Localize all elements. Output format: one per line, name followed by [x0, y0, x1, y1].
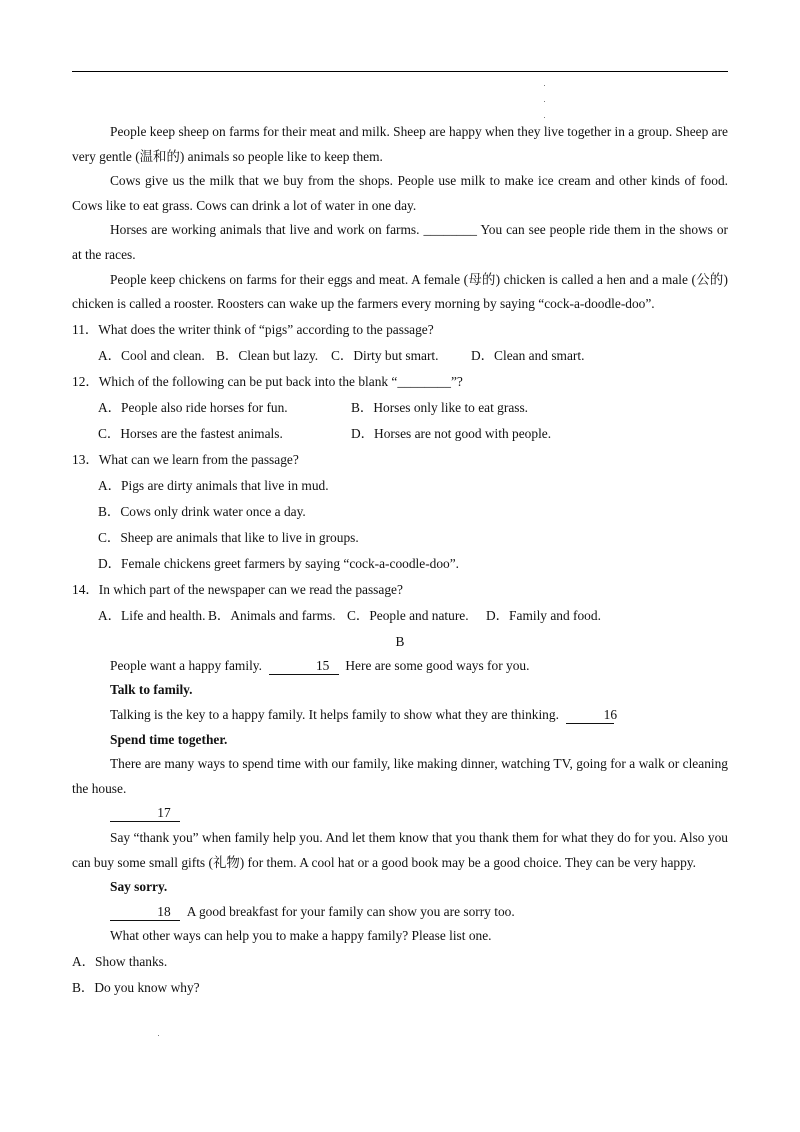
option-b[interactable]: B．Cows only drink water once a day. [98, 503, 306, 519]
option-c[interactable]: C．Sheep are animals that like to live in groups. [98, 529, 359, 545]
paragraph-horses [72, 218, 728, 267]
option-c[interactable]: C．Horses are the fastest animals. [98, 425, 283, 441]
choice-a[interactable]: A．Show thanks. [72, 953, 168, 969]
option-d[interactable]: D．Clean and smart. [471, 347, 585, 363]
blank-17-line [72, 801, 728, 826]
option-b[interactable]: B．Clean but lazy. [216, 347, 319, 363]
choice-b[interactable]: B．Do you know why? [72, 979, 200, 995]
subheading-say-sorry: Say sorry. [110, 879, 168, 895]
intro-text-after: Here are some good ways for you. [345, 657, 530, 673]
option-a[interactable]: A．Pigs are dirty animals that live in mud. [98, 477, 329, 493]
option-a[interactable]: A．People also ride horses for fun. [98, 399, 288, 415]
horses-text-after: You can see people ride them in the shows or at the races. [72, 222, 728, 262]
horses-blank: ________ [423, 222, 477, 238]
question-13-stem: 13．What can we learn from the passage? [72, 451, 299, 467]
scan-dot [158, 1035, 159, 1036]
scan-dot [544, 117, 545, 118]
question-11-options [72, 343, 728, 369]
option-b[interactable]: B．Horses only like to eat grass. [351, 399, 529, 415]
subheading-spend-time: Spend time together. [110, 731, 228, 747]
blank-15: 15 [269, 658, 339, 675]
option-a[interactable]: A．Cool and clean. [98, 347, 205, 363]
paragraph-chickens: People keep chickens on farms for their eggs and meat. A female (母的) chicken is called a hen and a male (公的) chicken is called a rooster. Roosters can wake up the farmers every morning by saying “cock-a-doodle-doo”. [72, 271, 728, 312]
paragraph-sorry [72, 900, 728, 925]
paragraph-spend-time: There are many ways to spend time with our family, like making dinner, watching TV, going for a walk or cleaning the house. [72, 756, 728, 796]
option-b[interactable]: B．Animals and farms. [208, 607, 336, 623]
option-d[interactable]: D．Horses are not good with people. [351, 425, 552, 441]
paragraph-talk [72, 703, 728, 728]
paragraph-sheep: People keep sheep on farms for their meat and milk. Sheep are happy when they live together in a group. Sheep are very gentle (温和的) animals so people like to keep them. [72, 124, 728, 164]
subheading-talk-to-family: Talk to family. [110, 682, 193, 698]
question-14-options [72, 603, 728, 629]
blank-17: 17 [110, 805, 180, 822]
paragraph-other-ways: What other ways can help you to make a happy family? Please list one. [110, 928, 492, 944]
question-11-stem: 11．What does the writer think of “pigs” according to the passage? [72, 321, 434, 337]
paragraph-cows: Cows give us the milk that we buy from the shops. People use milk to make ice cream and other kinds of food. Cows like to eat grass. Cows can drink a lot of water in one day. [72, 173, 728, 213]
question-14-stem: 14．In which part of the newspaper can we read the passage? [72, 581, 403, 597]
horses-text-before: Horses are working animals that live and work on farms. [110, 222, 420, 238]
scan-dot [544, 85, 545, 86]
blank-18: 18 [110, 904, 180, 921]
option-d[interactable]: D．Female chickens greet farmers by saying “cock-a-coodle-doo”. [98, 555, 460, 571]
intro-text-before: People want a happy family. [110, 657, 262, 673]
document-body [72, 120, 728, 1001]
question-12-stem: 12．Which of the following can be put back into the blank “________”? [72, 373, 463, 389]
section-b-heading: B [395, 633, 405, 649]
option-c[interactable]: C．Dirty but smart. [331, 347, 439, 363]
blank-16: 16 [566, 707, 614, 724]
option-d[interactable]: D．Family and food. [486, 607, 601, 623]
paragraph-thanks: Say “thank you” when family help you. And let them know that you thank them for what they do for you. Also you can buy some small gifts (礼物) for them. A cool hat or a good book may be a good choice. They can be very happy. [72, 829, 728, 870]
question-12-options-row1 [72, 395, 728, 421]
talk-text: Talking is the key to a happy family. It helps family to show what they are thinking. [110, 706, 559, 722]
question-12-options-row2 [72, 421, 728, 447]
option-c[interactable]: C．People and nature. [347, 607, 469, 623]
scan-dot [544, 101, 545, 102]
paragraph-b-intro [72, 654, 728, 679]
option-a[interactable]: A．Life and health. [98, 607, 206, 623]
header-rule [72, 71, 728, 72]
sorry-text: A good breakfast for your family can show you are sorry too. [186, 903, 515, 919]
